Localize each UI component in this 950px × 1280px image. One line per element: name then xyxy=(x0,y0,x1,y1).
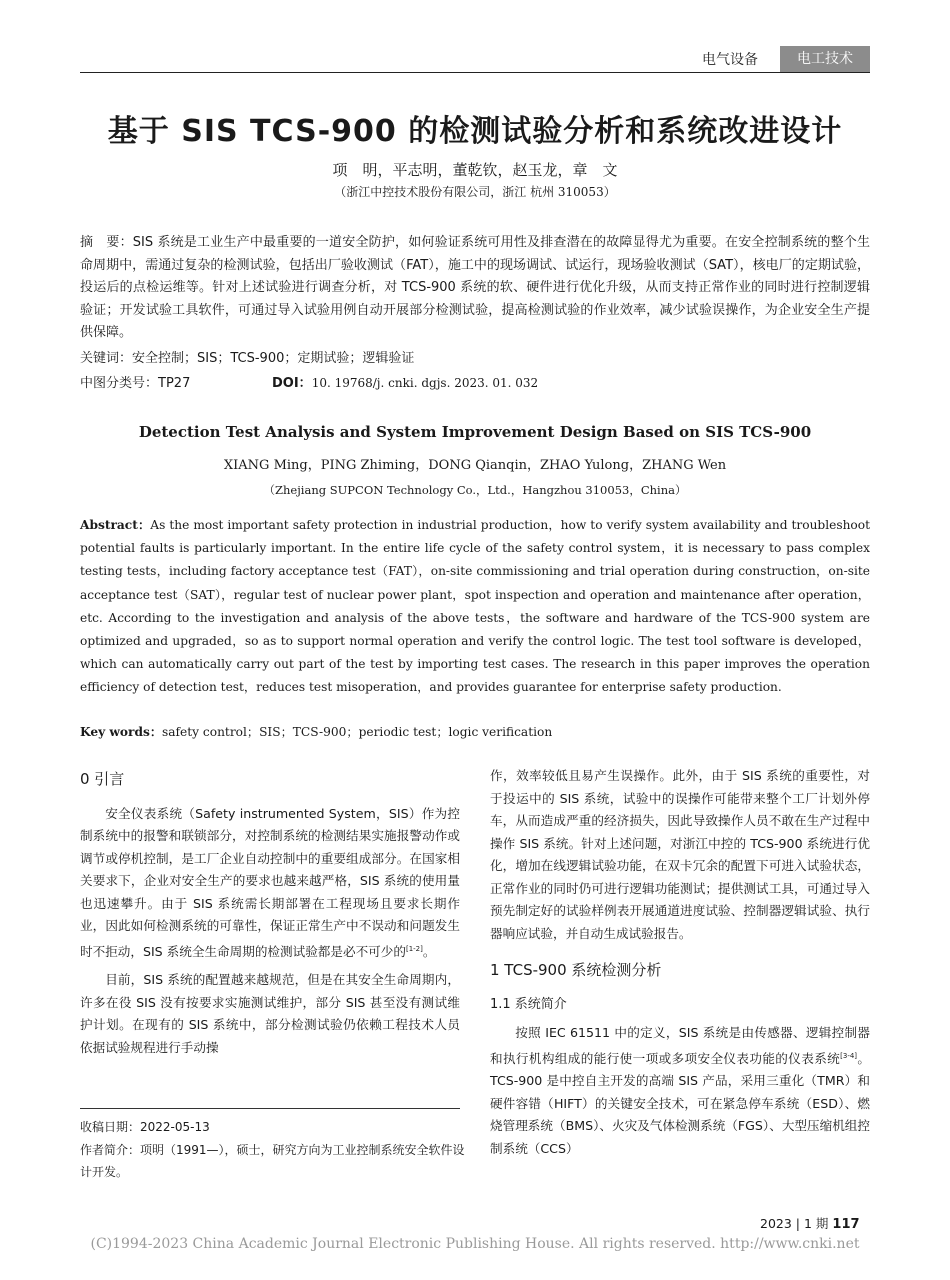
affiliation-en: （Zhejiang SUPCON Technology Co.，Ltd.，Hangzhou 310053，China） xyxy=(263,483,687,497)
section-0-paragraph-2-continued: 作，效率较低且易产生误操作。此外，由于 SIS 系统的重要性，对于投运中的 SIS 系统，试验中的误操作可能带来整个工厂计划外停车，从而造成严重的经济损失，因此导致操作人员不敢在生产过程中操作 SIS 系统。针对上述问题，对浙江中控的 TCS-900 系统进行优化，增加在线逻辑试验功能，在双卡冗余的配置下可进入试验状态，正常作业的同时仍可进行逻辑功能测试；提供测试工具，可通过导入预先制定好的试验样例表开展通道进度试验、控制器逻辑试验、执行器响应试验，并自动生成试验报告。 xyxy=(490,768,870,941)
doi-row xyxy=(272,372,538,391)
footer-year: 2023 xyxy=(760,1216,792,1231)
keywords-en-text: safety control；SIS；TCS-900；periodic test；logic verification xyxy=(162,725,553,739)
section-0-paragraph-1: 安全仪表系统（Safety instrumented System，SIS）作为控制系统中的报警和联锁部分，对控制系统的检测结果实施报警动作或调节或停机控制，是工厂企业自动控制中的重要组成部分。在国家相关要求下，企业对安全生产的要求也越来越严格，SIS 系统的使用量也迅速攀升。由于 SIS 系统需长期部署在工程现场且要求长期作业，因此如何检测系统的可靠性，保证正常生产中不误动和问题发生时不拒动，SIS 系统全生命周期的检测试验都是必不可少的[1-2]。 xyxy=(80,805,460,959)
authors-en: XIANG Ming，PING Zhiming，DONG Qianqin，ZHAO Yulong，ZHANG Wen xyxy=(223,458,727,473)
section-1-heading: 1 TCS-900 系统检测分析 xyxy=(490,961,662,979)
left-column xyxy=(80,768,460,1059)
affiliation-cn: （浙江中控技术股份有限公司，浙江 杭州 310053） xyxy=(334,185,616,199)
right-column xyxy=(490,765,870,1160)
footer-sep: | xyxy=(795,1216,801,1231)
header-rule xyxy=(80,72,870,73)
clc-row xyxy=(80,372,190,391)
section-0-paragraph-2: 目前，SIS 系统的配置越来越规范，但是在其安全生命周期内，许多在役 SIS 没有按要求实施测试维护，部分 SIS 甚至没有测试维护计划。在现有的 SIS 系统中，部分检测试验仍依赖工程技术人员依据试验规程进行手动操 xyxy=(80,972,460,1055)
header-category-electrical-equipment: 电气设备 xyxy=(702,52,758,68)
copyright-notice: (C)1994-2023 China Academic Journal Electronic Publishing House. All rights reserved. http://www.cnki.net xyxy=(90,1236,860,1252)
page-number: 117 xyxy=(832,1217,860,1232)
citation-3-4: [3-4] xyxy=(840,1051,858,1060)
clc-value: TP27 xyxy=(158,376,191,391)
footnote-received: 收稿日期：2022-05-13 xyxy=(80,1120,210,1134)
footnote-bio: 作者简介：项明（1991—），硕士，研究方向为工业控制系统安全软件设计开发。 xyxy=(80,1143,465,1179)
abstract-en-text: As the most important safety protection in industrial production，how to verify system availability and troubleshoot potential faults is particularly important. In the entire life cycle of the safety control system，it is necessary to pass complex testing tests，including factory acceptance test（FAT），on-site commissioning and trial operation during construction，on-site acceptance test（SAT），regular test of nuclear power plant，spot inspection and operation and maintenance after operation，etc. According to the investigation and analysis of the above tests，the software and hardware of the TCS-900 system are optimized and upgraded，so as to support normal operation and verify the control logic. The test tool software is developed，which can automatically carry out part of the test by importing test cases. The research in this paper improves the operation efficiency of detection test，reduces test misoperation，and provides guarantee for enterprise safety production. xyxy=(80,518,871,695)
paper-title-en: Detection Test Analysis and System Improvement Design Based on SIS TCS-900 xyxy=(138,423,812,441)
doi-label: DOI： xyxy=(272,376,312,391)
abstract-cn xyxy=(80,232,870,345)
citation-1-2: [1-2] xyxy=(405,944,423,953)
keywords-en-label: Key words： xyxy=(80,725,163,739)
paper-title-cn: 基于 SIS TCS-900 的检测试验分析和系统改进设计 xyxy=(107,114,843,149)
clc-label: 中图分类号： xyxy=(80,376,159,391)
section-0-heading: 0 引言 xyxy=(80,770,125,788)
keywords-cn-text: 安全控制；SIS；TCS-900；定期试验；逻辑验证 xyxy=(132,351,415,366)
abstract-en-label: Abstract： xyxy=(80,518,151,532)
keywords-en xyxy=(80,723,870,740)
abstract-cn-text: SIS 系统是工业生产中最重要的一道安全防护，如何验证系统可用性及排查潜在的故障显得尤为重要。在安全控制系统的整个生命周期中，需通过复杂的检测试验，包括出厂验收测试（FAT），施工中的现场调试、试运行，现场验收测试（SAT），核电厂的定期试验，投运后的点检运维等。针对上述试验进行调查分析，对 TCS-900 系统的软、硬件进行优化升级，从而支持正常作业的同时进行控制逻辑验证；开发试验工具软件，可通过导入试验用例自动开展部分检测试验，提高检测试验的作业效率，减少试验误操作，为企业安全生产提供保障。 xyxy=(80,235,870,340)
section-1-1-paragraph-1: 按照 IEC 61511 中的定义，SIS 系统是由传感器、逻辑控制器和执行机构组成的能行使一项或多项安全仪表功能的仪表系统[3-4]。TCS-900 是中控自主开发的高端 SIS 产品，采用三重化（TMR）和硬件容错（HIFT）的关键安全技术，可在紧急停车系统（ESD）、燃烧管理系统（BMS）、火灾及气体检测系统（FGS）、大型压缩机组控制系统（CCS） xyxy=(490,1025,871,1156)
page-footer xyxy=(760,1214,860,1232)
keywords-cn-label: 关键词： xyxy=(80,351,133,366)
authors-cn: 项 明，平志明，董乾钦，赵玉龙，章 文 xyxy=(332,161,618,179)
footnote-rule xyxy=(80,1108,460,1109)
doi-value: 10. 19768/j. cnki. dgjs. 2023. 01. 032 xyxy=(311,376,539,390)
keywords-cn xyxy=(80,347,414,366)
abstract-en xyxy=(80,514,870,700)
abstract-cn-label: 摘 要： xyxy=(80,235,133,250)
section-1-1-heading: 1.1 系统简介 xyxy=(490,996,567,1012)
footer-issue: 1 期 xyxy=(804,1216,829,1231)
header-category-electrical-technology: 电工技术 xyxy=(780,46,870,72)
